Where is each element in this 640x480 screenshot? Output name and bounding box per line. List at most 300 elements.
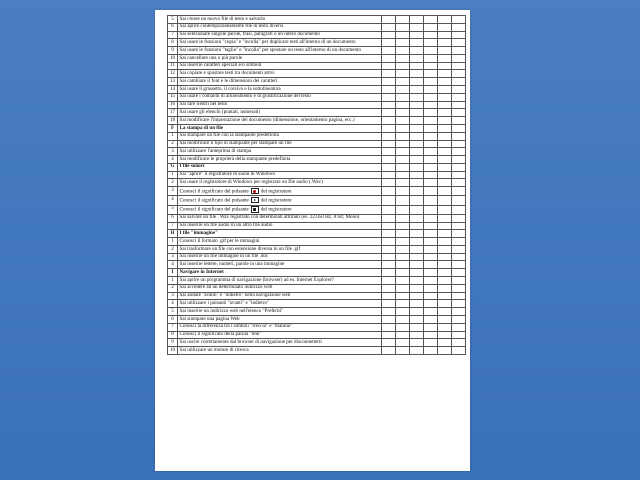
rating-cell[interactable]	[410, 117, 424, 125]
rating-cell[interactable]	[382, 86, 396, 94]
rating-cell[interactable]	[424, 47, 438, 55]
rating-cell[interactable]	[396, 323, 410, 331]
rating-cell[interactable]	[424, 101, 438, 109]
rating-cell[interactable]	[410, 23, 424, 31]
rating-cell[interactable]	[424, 62, 438, 70]
rating-cell[interactable]	[452, 292, 466, 300]
rating-cell[interactable]	[382, 156, 396, 164]
rating-cell[interactable]	[410, 245, 424, 253]
rating-cell[interactable]	[438, 117, 452, 125]
rating-cell[interactable]	[382, 300, 396, 308]
rating-cell[interactable]	[396, 101, 410, 109]
rating-cell[interactable]	[396, 117, 410, 125]
rating-cell[interactable]	[382, 253, 396, 261]
rating-cell[interactable]	[396, 156, 410, 164]
rating-cell[interactable]	[452, 238, 466, 246]
rating-cell[interactable]	[452, 253, 466, 261]
rating-cell[interactable]	[424, 23, 438, 31]
row-text: Sai stampare una pagina Web	[178, 315, 382, 323]
rating-cell[interactable]	[410, 339, 424, 347]
rating-cell[interactable]	[424, 339, 438, 347]
rating-cell[interactable]	[438, 78, 452, 86]
rating-cell[interactable]	[438, 86, 452, 94]
rating-cell[interactable]	[382, 23, 396, 31]
rating-cell[interactable]	[438, 132, 452, 140]
rating-cell[interactable]	[452, 62, 466, 70]
rating-cell[interactable]	[438, 187, 452, 196]
rating-cell[interactable]	[424, 39, 438, 47]
rating-cell[interactable]	[410, 124, 424, 132]
rating-cell[interactable]	[424, 214, 438, 222]
rating-cell[interactable]	[410, 39, 424, 47]
rating-cell[interactable]	[438, 230, 452, 238]
rating-cell[interactable]	[452, 179, 466, 187]
rating-cell[interactable]	[410, 140, 424, 148]
rating-cell[interactable]	[452, 156, 466, 164]
rating-cell[interactable]	[452, 230, 466, 238]
rating-cell[interactable]	[438, 109, 452, 117]
rating-cell[interactable]	[438, 308, 452, 316]
rating-cell[interactable]	[382, 292, 396, 300]
checklist-row	[168, 31, 466, 39]
section-header-row	[168, 163, 466, 171]
rating-cell[interactable]	[424, 16, 438, 24]
rating-cell[interactable]	[382, 284, 396, 292]
rating-cell[interactable]	[410, 205, 424, 214]
rating-cell[interactable]	[424, 132, 438, 140]
rating-cell[interactable]	[438, 171, 452, 179]
checklist-row	[168, 132, 466, 140]
rating-cell[interactable]	[396, 62, 410, 70]
rating-cell[interactable]	[396, 171, 410, 179]
rating-cell[interactable]	[452, 339, 466, 347]
rating-cell[interactable]	[424, 238, 438, 246]
rating-cell[interactable]	[424, 93, 438, 101]
checklist-row	[168, 292, 466, 300]
rating-cell[interactable]	[396, 132, 410, 140]
rating-cell[interactable]	[424, 196, 438, 205]
rating-cell[interactable]	[382, 171, 396, 179]
rating-cell[interactable]	[452, 347, 466, 355]
rating-cell[interactable]	[410, 323, 424, 331]
row-number: 7	[168, 323, 178, 331]
rating-cell[interactable]	[438, 284, 452, 292]
rating-cell[interactable]	[438, 54, 452, 62]
rating-cell[interactable]	[452, 269, 466, 277]
rating-cell[interactable]	[396, 39, 410, 47]
rating-cell[interactable]	[396, 315, 410, 323]
rating-cell[interactable]	[452, 47, 466, 55]
rating-cell[interactable]	[424, 230, 438, 238]
rating-cell[interactable]	[396, 230, 410, 238]
rating-cell[interactable]	[452, 54, 466, 62]
rating-cell[interactable]	[438, 347, 452, 355]
rating-cell[interactable]	[396, 109, 410, 117]
row-text: Sai "aprire" il registratore di suoni di Windows	[178, 171, 382, 179]
rating-cell[interactable]	[410, 163, 424, 171]
rating-cell[interactable]	[382, 277, 396, 285]
rating-cell[interactable]	[438, 205, 452, 214]
rating-cell[interactable]	[410, 315, 424, 323]
rating-cell[interactable]	[410, 261, 424, 269]
rating-cell[interactable]	[410, 78, 424, 86]
rating-cell[interactable]	[382, 347, 396, 355]
rating-cell[interactable]	[452, 16, 466, 24]
rating-cell[interactable]	[396, 205, 410, 214]
rating-cell[interactable]	[396, 23, 410, 31]
rating-cell[interactable]	[396, 163, 410, 171]
rating-cell[interactable]	[396, 347, 410, 355]
rating-cell[interactable]	[410, 300, 424, 308]
rating-cell[interactable]	[382, 124, 396, 132]
rating-cell[interactable]	[396, 238, 410, 246]
rating-cell[interactable]	[410, 93, 424, 101]
rating-cell[interactable]	[396, 140, 410, 148]
rating-cell[interactable]	[382, 222, 396, 230]
rating-cell[interactable]	[410, 179, 424, 187]
rating-cell[interactable]	[396, 47, 410, 55]
rating-cell[interactable]	[438, 93, 452, 101]
rating-cell[interactable]	[382, 323, 396, 331]
rating-cell[interactable]	[452, 163, 466, 171]
rating-cell[interactable]	[452, 86, 466, 94]
rating-cell[interactable]	[452, 222, 466, 230]
rating-cell[interactable]	[452, 245, 466, 253]
rating-cell[interactable]	[452, 132, 466, 140]
row-number: 1	[168, 132, 178, 140]
rating-cell[interactable]	[452, 124, 466, 132]
rating-cell[interactable]	[438, 245, 452, 253]
row-text: Sai inserire un file immagine in un file .doc	[178, 253, 382, 261]
rating-cell[interactable]	[424, 331, 438, 339]
row-number: 18	[168, 117, 178, 125]
rating-cell[interactable]	[382, 238, 396, 246]
rating-cell[interactable]	[410, 347, 424, 355]
rating-cell[interactable]	[424, 109, 438, 117]
rating-cell[interactable]	[452, 300, 466, 308]
checklist-row	[168, 277, 466, 285]
rating-cell[interactable]	[410, 214, 424, 222]
rating-cell[interactable]	[424, 205, 438, 214]
rating-cell[interactable]	[396, 222, 410, 230]
rating-cell[interactable]	[382, 261, 396, 269]
rating-cell[interactable]	[396, 253, 410, 261]
checklist-row	[168, 23, 466, 31]
rating-cell[interactable]	[382, 205, 396, 214]
rating-cell[interactable]	[382, 47, 396, 55]
rating-cell[interactable]	[396, 284, 410, 292]
rating-cell[interactable]	[438, 277, 452, 285]
rating-cell[interactable]	[410, 331, 424, 339]
rating-cell[interactable]	[396, 86, 410, 94]
rating-cell[interactable]	[424, 163, 438, 171]
rating-cell[interactable]	[382, 269, 396, 277]
rating-cell[interactable]	[396, 124, 410, 132]
rating-cell[interactable]	[438, 124, 452, 132]
rating-cell[interactable]	[438, 101, 452, 109]
rating-cell[interactable]	[396, 187, 410, 196]
row-text: Sai inserire caratteri speciali e/o simboli	[178, 62, 382, 70]
rating-cell[interactable]	[396, 339, 410, 347]
rating-cell[interactable]	[396, 300, 410, 308]
rating-cell[interactable]	[424, 284, 438, 292]
rating-cell[interactable]	[438, 16, 452, 24]
rating-cell[interactable]	[452, 323, 466, 331]
rating-cell[interactable]	[410, 86, 424, 94]
rating-cell[interactable]	[410, 101, 424, 109]
rating-cell[interactable]	[438, 62, 452, 70]
rating-cell[interactable]	[410, 277, 424, 285]
rating-cell[interactable]	[410, 269, 424, 277]
rating-cell[interactable]	[396, 245, 410, 253]
rating-cell[interactable]	[438, 253, 452, 261]
rating-cell[interactable]	[438, 156, 452, 164]
rating-cell[interactable]	[452, 109, 466, 117]
rating-cell[interactable]	[382, 54, 396, 62]
rating-cell[interactable]	[438, 339, 452, 347]
rating-cell[interactable]	[396, 148, 410, 156]
rating-cell[interactable]	[410, 47, 424, 55]
rating-cell[interactable]	[424, 245, 438, 253]
rating-cell[interactable]	[438, 196, 452, 205]
row-text: Sai modificare le proprietà della stampante predefinita	[178, 156, 382, 164]
row-text: Sai usare le funzioni "copia" e "incolla" per duplicare testi all'interno di un documento	[178, 39, 382, 47]
rating-cell[interactable]	[410, 308, 424, 316]
rating-cell[interactable]	[452, 93, 466, 101]
rating-cell[interactable]	[424, 140, 438, 148]
rating-cell[interactable]	[452, 205, 466, 214]
rating-cell[interactable]	[382, 140, 396, 148]
rating-cell[interactable]	[424, 277, 438, 285]
rating-cell[interactable]	[424, 54, 438, 62]
rating-cell[interactable]	[396, 331, 410, 339]
rating-cell[interactable]	[410, 253, 424, 261]
rating-cell[interactable]	[452, 39, 466, 47]
rating-cell[interactable]	[438, 300, 452, 308]
rating-cell[interactable]	[382, 179, 396, 187]
rating-cell[interactable]	[452, 171, 466, 179]
checklist-row	[168, 39, 466, 47]
rating-cell[interactable]	[382, 214, 396, 222]
rating-cell[interactable]	[396, 308, 410, 316]
row-text: La stampa di un file	[178, 124, 382, 132]
rating-cell[interactable]	[424, 70, 438, 78]
rating-cell[interactable]	[438, 315, 452, 323]
rating-cell[interactable]	[410, 54, 424, 62]
rating-cell[interactable]	[424, 261, 438, 269]
rating-cell[interactable]	[410, 148, 424, 156]
rating-cell[interactable]	[452, 148, 466, 156]
checklist-row	[168, 109, 466, 117]
rating-cell[interactable]	[410, 31, 424, 39]
rating-cell[interactable]	[424, 117, 438, 125]
rating-cell[interactable]	[438, 163, 452, 171]
rating-cell[interactable]	[438, 323, 452, 331]
rating-cell[interactable]	[410, 16, 424, 24]
row-number: 8	[168, 331, 178, 339]
rating-cell[interactable]	[438, 148, 452, 156]
rating-cell[interactable]	[382, 31, 396, 39]
rating-cell[interactable]	[382, 331, 396, 339]
rating-cell[interactable]	[452, 70, 466, 78]
rating-cell[interactable]	[424, 179, 438, 187]
rating-cell[interactable]	[424, 300, 438, 308]
checklist-row	[168, 308, 466, 316]
rating-cell[interactable]	[382, 132, 396, 140]
rating-cell[interactable]	[452, 117, 466, 125]
row-number: 12	[168, 70, 178, 78]
rating-cell[interactable]	[396, 179, 410, 187]
rating-cell[interactable]	[410, 109, 424, 117]
rating-cell[interactable]	[424, 323, 438, 331]
rating-cell[interactable]	[452, 23, 466, 31]
rating-cell[interactable]	[382, 230, 396, 238]
record-icon	[251, 188, 259, 195]
rating-cell[interactable]	[424, 308, 438, 316]
row-number: 2	[168, 245, 178, 253]
checklist-row	[168, 315, 466, 323]
rating-cell[interactable]	[438, 47, 452, 55]
rating-cell[interactable]	[410, 132, 424, 140]
rating-cell[interactable]	[452, 308, 466, 316]
rating-cell[interactable]	[382, 109, 396, 117]
row-text	[178, 205, 382, 214]
rating-cell[interactable]	[382, 16, 396, 24]
rating-cell[interactable]	[396, 93, 410, 101]
rating-cell[interactable]	[396, 214, 410, 222]
rating-cell[interactable]	[424, 222, 438, 230]
rating-cell[interactable]	[382, 93, 396, 101]
rating-cell[interactable]	[452, 101, 466, 109]
rating-cell[interactable]	[396, 78, 410, 86]
rating-cell[interactable]	[382, 39, 396, 47]
rating-cell[interactable]	[410, 62, 424, 70]
rating-cell[interactable]	[438, 31, 452, 39]
rating-cell[interactable]	[438, 140, 452, 148]
row-number: 13	[168, 78, 178, 86]
rating-cell[interactable]	[410, 238, 424, 246]
rating-cell[interactable]	[452, 31, 466, 39]
row-number: 5	[168, 205, 178, 214]
rating-cell[interactable]	[424, 171, 438, 179]
rating-cell[interactable]	[424, 347, 438, 355]
rating-cell[interactable]	[424, 253, 438, 261]
rating-cell[interactable]	[438, 238, 452, 246]
rating-cell[interactable]	[452, 78, 466, 86]
rating-cell[interactable]	[382, 117, 396, 125]
rating-cell[interactable]	[424, 187, 438, 196]
rating-cell[interactable]	[382, 101, 396, 109]
rating-cell[interactable]	[382, 196, 396, 205]
row-text: Sai inserire un file audio in un altro file audio	[178, 222, 382, 230]
rating-cell[interactable]	[438, 292, 452, 300]
rating-cell[interactable]	[396, 31, 410, 39]
rating-cell[interactable]	[424, 269, 438, 277]
rating-cell[interactable]	[438, 23, 452, 31]
checklist-row	[168, 300, 466, 308]
rating-cell[interactable]	[382, 308, 396, 316]
row-text-after: del registratore	[260, 188, 292, 195]
rating-cell[interactable]	[382, 62, 396, 70]
rating-cell[interactable]	[396, 70, 410, 78]
rating-cell[interactable]	[396, 261, 410, 269]
rating-cell[interactable]	[382, 163, 396, 171]
rating-cell[interactable]	[424, 315, 438, 323]
row-number: 9	[168, 47, 178, 55]
rating-cell[interactable]	[424, 124, 438, 132]
rating-cell[interactable]	[424, 292, 438, 300]
rating-cell[interactable]	[410, 187, 424, 196]
row-number: 5	[168, 308, 178, 316]
rating-cell[interactable]	[410, 222, 424, 230]
rating-cell[interactable]	[396, 196, 410, 205]
row-number: 17	[168, 109, 178, 117]
rating-cell[interactable]	[410, 156, 424, 164]
rating-cell[interactable]	[452, 315, 466, 323]
rating-cell[interactable]	[424, 78, 438, 86]
rating-cell[interactable]	[382, 78, 396, 86]
rating-cell[interactable]	[410, 171, 424, 179]
rating-cell[interactable]	[396, 277, 410, 285]
rating-cell[interactable]	[424, 156, 438, 164]
rating-cell[interactable]	[452, 214, 466, 222]
rating-cell[interactable]	[382, 339, 396, 347]
rating-cell[interactable]	[438, 214, 452, 222]
rating-cell[interactable]	[382, 70, 396, 78]
rating-cell[interactable]	[424, 148, 438, 156]
rating-cell[interactable]	[438, 179, 452, 187]
rating-cell[interactable]	[382, 148, 396, 156]
row-number: 2	[168, 140, 178, 148]
rating-cell[interactable]	[410, 196, 424, 205]
rating-cell[interactable]	[452, 261, 466, 269]
checklist-table	[167, 15, 466, 355]
rating-cell[interactable]	[410, 70, 424, 78]
rating-cell[interactable]	[452, 284, 466, 292]
rating-cell[interactable]	[438, 261, 452, 269]
checklist-row	[168, 93, 466, 101]
rating-cell[interactable]	[396, 54, 410, 62]
rating-cell[interactable]	[438, 222, 452, 230]
rating-cell[interactable]	[410, 284, 424, 292]
rating-cell[interactable]	[424, 86, 438, 94]
rating-cell[interactable]	[424, 31, 438, 39]
rating-cell[interactable]	[438, 70, 452, 78]
rating-cell[interactable]	[452, 277, 466, 285]
rating-cell[interactable]	[452, 196, 466, 205]
rating-cell[interactable]	[396, 292, 410, 300]
rating-cell[interactable]	[438, 331, 452, 339]
rating-cell[interactable]	[452, 331, 466, 339]
rating-cell[interactable]	[396, 269, 410, 277]
row-text: Sai usare il grassetto, il corsivo e la sottolineatura	[178, 86, 382, 94]
rating-cell[interactable]	[396, 16, 410, 24]
checklist-row	[168, 54, 466, 62]
rating-cell[interactable]	[452, 187, 466, 196]
row-number: 5	[168, 16, 178, 24]
rating-cell[interactable]	[382, 315, 396, 323]
row-text: Sai fare rientri nel testo	[178, 101, 382, 109]
rating-cell[interactable]	[452, 140, 466, 148]
checklist-row	[168, 156, 466, 164]
rating-cell[interactable]	[438, 269, 452, 277]
rating-cell[interactable]	[410, 292, 424, 300]
row-text: Sai selezionare singole parole, frasi, paragrafi o un intero documento	[178, 31, 382, 39]
rating-cell[interactable]	[438, 39, 452, 47]
rating-cell[interactable]	[382, 245, 396, 253]
rating-cell[interactable]	[382, 187, 396, 196]
rating-cell[interactable]	[410, 230, 424, 238]
